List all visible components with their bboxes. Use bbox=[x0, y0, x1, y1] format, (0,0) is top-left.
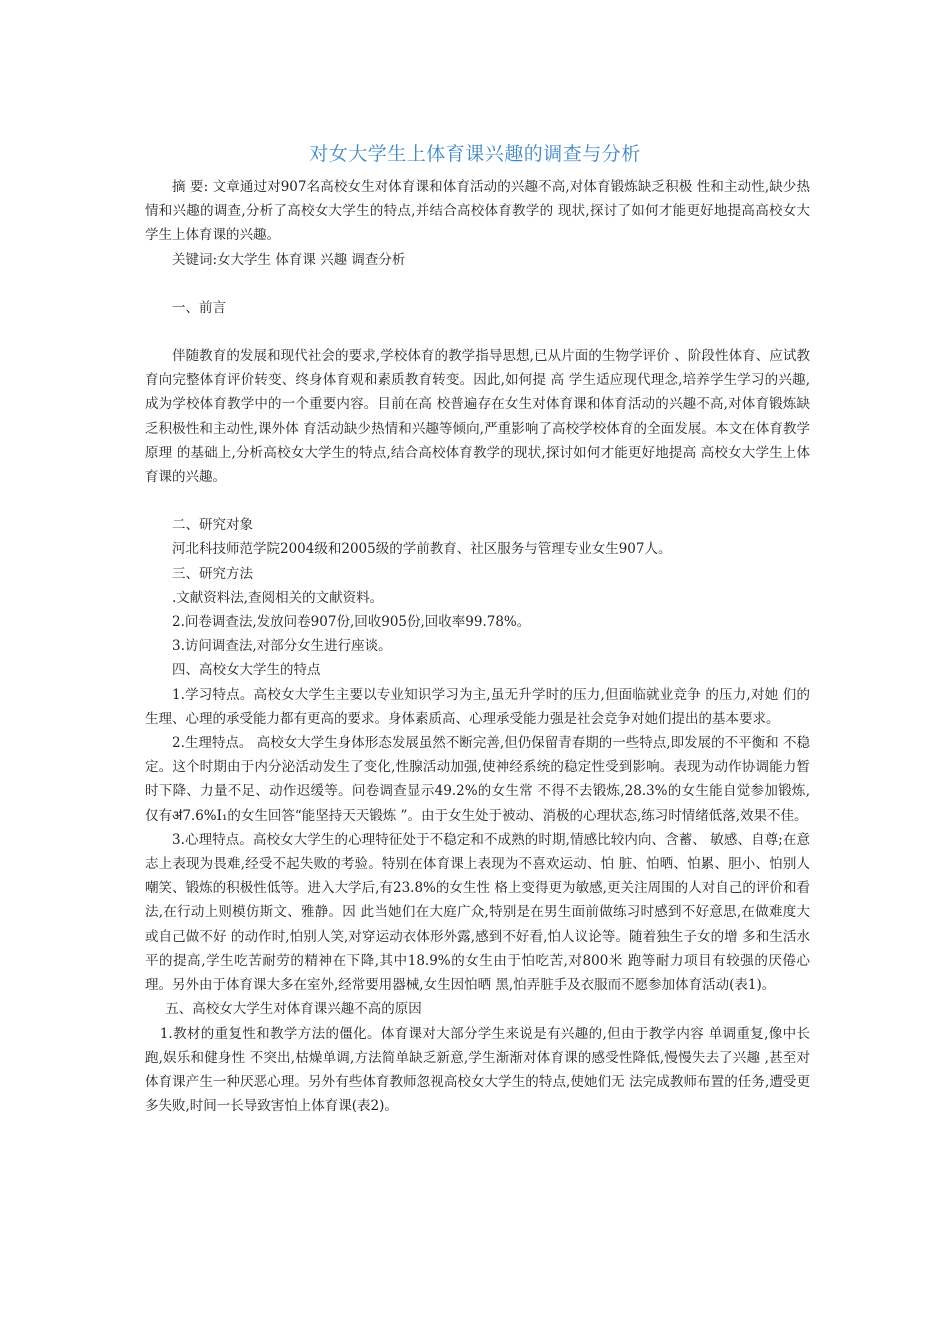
section-heading-methods: 三、研究方法 bbox=[172, 565, 253, 582]
spacer bbox=[145, 489, 810, 513]
psychological-characteristics-paragraph: 3.心理特点。高校女大学生的心理特征处于不稳定和不成熟的时期,情感比较内向、含蓄、 敏感、自尊;在意志上表现为畏难,经受不起失败的考验。特别在体育课上表现为不喜欢运动、怕 脏、怕晒、怕累、胆小、怕别人嘲笑、锻炼的积极性低等。进入大学后,有23.8%的女生性 格上变得更为敏感,更关注周围的人对自己的评价和看法,在行动上则模仿斯文、雅静。因 此当她们在大庭广众,特别是在男生面前做练习时感到不好意思,在做难度大或自己做不好 的动作时,怕别人笑,对穿运动衣体形外露,感到不好看,怕人议论等。随着独生子女的增 多和生活水平的提高,学生吃苦耐劳的精神在下降,其中18.9%的女生由于怕吃苦,对800米 跑等耐力项目有较强的厌倦心理。另外由于体育课大多在室外,经常要用器械,女生因怕晒 黑,怕弄脏手及衣服而不愿参加体育活动(表1)。 bbox=[145, 831, 810, 994]
section-heading-subjects: 二、研究对象 bbox=[172, 517, 253, 534]
document-body bbox=[145, 175, 810, 1118]
learning-characteristics-paragraph: 1.学习特点。高校女大学生主要以专业知识学习为主,虽无升学时的压力,但面临就业竞争 的压力,对她 们的生理、心理的承受能力都有更高的要求。身体素质高、心理承受能力强是社会竞争对她们提出的基本要求。 bbox=[145, 686, 810, 727]
intro-paragraph: 伴随教育的发展和现代社会的要求,学校体育的教学指导思想,已从片面的生物学评价 、阶段性体育、应试教育向完整体育评价转变、终身体育观和素质教育转变。因此,如何提 高 学生适应现代理念,培养学生学习的兴趣,成为学校体育教学中的一个重要内容。目前在高 校普遍存在女生对体育课和体育活动的兴趣不高,对体育锻炼缺乏积极性和主动性,课外体 育活动缺少热情和兴趣等倾向,严重影响了高校学校体育的全面发展。本文在体育教学原理 的基础上,分析高校女大学生的特点,结合高校体育教学的现状,探讨如何才能更好地提高 高校女大学生上体育课的兴趣。 bbox=[145, 348, 810, 486]
method-item-2: 2.问卷调查法,发放问卷907份,回收905份,回收率99.78%。 bbox=[172, 614, 531, 631]
spacer bbox=[145, 320, 810, 344]
method-item-3: 3.访问调查法,对部分女生进行座谈。 bbox=[172, 638, 392, 655]
document-title: 对女大学生上体育课兴趣的调查与分析 bbox=[309, 143, 641, 165]
section-heading-characteristics: 四、高校女大学生的特点 bbox=[172, 662, 321, 679]
section-heading-intro: 一、前言 bbox=[172, 299, 226, 316]
abstract-paragraph: 摘 要: 文章通过对907名高校女生对体育课和体育活动的兴趣不高,对体育锻炼缺乏积极 性和主动性,缺少热情和兴趣的调查,分析了高校女大学生的特点,并结合高校体育教学的 现状,探讨了如何才能更好地提高高校女大学生上体育课的兴趣。 bbox=[145, 179, 810, 244]
method-item-1: .文献资料法,查阅相关的文献资料。 bbox=[172, 589, 384, 606]
spacer bbox=[145, 272, 810, 296]
keywords-line: 关键词:女大学生 体育课 兴趣 调查分析 bbox=[172, 251, 406, 268]
physiological-characteristics-paragraph: 2.生理特点。 高校女大学生身体形态发展虽然不断完善,但仍保留青春期的一些特点,即发展的不平衡和 不稳定。这个时期由于内分泌活动发生了变化,性腺活动加强,使神经系统的稳定性受到影响。表现为动作协调能力暂时下降、力量不足、动作迟缓等。问卷调查显示49.2%的女生常 不得不去锻炼,28.3%的女生能自觉参加锻炼,仅有ॳ7.6%Ⅰ₁的女生回答“能坚持天天锻炼 ”。由于女生处于被动、消极的心理状态,练习时情绪低落,效果不佳。 bbox=[145, 735, 810, 824]
subjects-paragraph: 河北科技师范学院2004级和2005级的学前教育、社区服务与管理专业女生907人。 bbox=[172, 541, 672, 558]
reasons-paragraph-1: 1.教材的重复性和教学方法的僵化。体育课对大部分学生来说是有兴趣的,但由于教学内容 单调重复,像中长跑,娱乐和健身性 不突出,枯燥单调,方法简单缺乏新意,学生渐渐对体育课的感受性降低,慢慢失去了兴趣 ,甚至对体育课产生一种厌恶心理。另外有些体育教师忽视高校女大学生的特点,使她们无 法完成教师布置的任务,遭受更多失败,时间一长导致害怕上体育课(表2)。 bbox=[145, 1025, 810, 1115]
section-heading-reasons: 五、高校女大学生对体育课兴趣不高的原因 bbox=[165, 1001, 422, 1018]
